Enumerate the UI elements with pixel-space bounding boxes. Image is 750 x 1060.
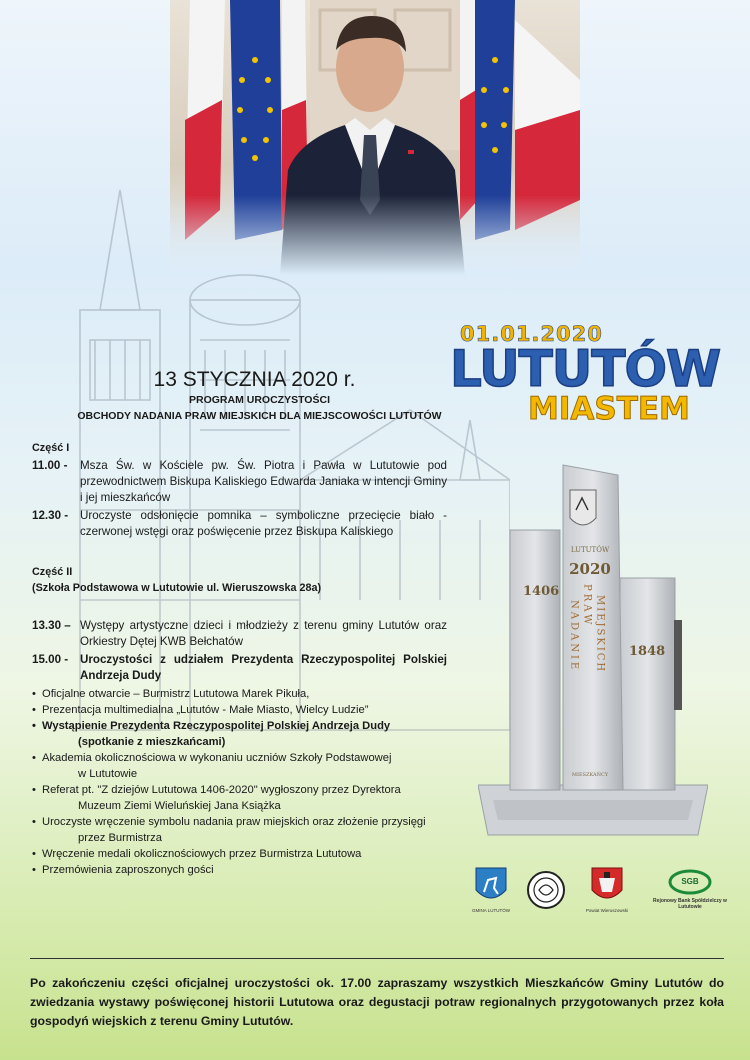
list-item: • Wręczenie medali okolicznościowych przez Burmistrza Lututowa <box>32 846 447 862</box>
list-item: • Referat pt. "Z dziejów Lututowa 1406-2020" wygłoszony przez Dyrektora Muzeum Ziemi Wieluńskiej Jana Książka <box>32 782 447 814</box>
item-text: Występy artystyczne dzieci i młodzieży z terenu gminy Lututów oraz Orkiestry Dętej KWB Bełchatów <box>80 619 447 648</box>
footer-note: Po zakończeniu części oficjalnej uroczystości ok. 17.00 zapraszamy wszystkich Mieszkańców Gminy Lututów do zwiedzania wystawy poświęconej historii Lututowa oraz degustacji potraw regionalnych przygotowanych przez koła gospodyń wiejskich z terenu Gminy Lututów. <box>30 976 724 1028</box>
partner-logos <box>465 866 740 926</box>
item-time: 11.00 - <box>32 459 68 472</box>
list-item: • Wystąpienie Prezydenta Rzeczypospolitej Polskiej Andrzeja Dudy (spotkanie z mieszkańcami) <box>32 718 447 750</box>
item-time: 15.00 - <box>32 653 69 666</box>
list-item: • Akademia okolicznościowa w wykonaniu uczniów Szkoły Podstawowej w Lututowie <box>32 750 447 782</box>
monument-city: LUTUTÓW <box>570 546 610 554</box>
program-subtitle: OBCHODY NADANIA PRAW MIEJSKICH DLA MIEJSCOWOŚCI LUTUTÓW <box>77 410 442 422</box>
gmina-logo: GMINA LUTUTÓW <box>465 866 517 913</box>
monument-vertical-1: NADANIE <box>568 600 580 673</box>
powiat-crest-icon <box>590 866 624 906</box>
monument-vertical-2: PRAW <box>581 584 593 628</box>
program-item <box>32 618 447 650</box>
item-text: Uroczyste odsłonięcie pomnika – symboliczne przecięcie biało -czerwonej wstęgi oraz poświęcenie przez Biskupa Kaliskiego <box>80 509 447 538</box>
monument-right-year: 1848 <box>629 644 666 659</box>
logo-date: 01.01.2020 <box>460 322 603 346</box>
list-item: • Uroczyste wręczenie symbolu nadania praw miejskich oraz złożenie przysięgi przez Burmistrza <box>32 814 447 846</box>
seal-icon <box>526 870 566 910</box>
monument-image <box>478 460 708 860</box>
part2-location: (Szkoła Podstawowa w Lututowie ul. Wieruszowska 28a) <box>32 582 322 594</box>
event-date: 13 STYCZNIA 2020 r. <box>153 368 356 391</box>
item-time: 12.30 - <box>32 509 69 522</box>
logo-city: LUTUTÓW <box>450 340 721 398</box>
anniversary-seal <box>523 870 569 912</box>
part1-label: Część I <box>32 442 70 454</box>
item-time: 13.30 – <box>32 619 71 632</box>
lututow-logo <box>450 322 721 427</box>
program-item <box>32 508 447 540</box>
item-text: Msza Św. w Kościele pw. Św. Piotra i Pawła w Lututowie pod przewodnictwem Biskupa Kaliskiego Edwarda Janiaka w intencji Gminy i jej mieszkańców <box>80 459 447 504</box>
goat-crest-icon <box>474 866 508 906</box>
item-text: Uroczystości z udziałem Prezydenta Rzeczypospolitej Polskiej Andrzeja Dudy <box>80 653 447 682</box>
monument-base-text: MIESZKAŃCY <box>571 772 609 778</box>
program-title: PROGRAM UROCZYSTOŚCI <box>189 394 330 406</box>
list-item: • Przemówienia zaproszonych gości <box>32 862 447 878</box>
bank-logo: SGB Rejonowy Bank Spółdzielczy w Lututowie <box>645 868 735 910</box>
list-item: • Oficjalne otwarcie – Burmistrz Lututowa Marek Pikuła, <box>32 686 447 702</box>
logo-subtitle: MIASTEM <box>528 391 690 427</box>
powiat-logo: Powiat Wieruszowski <box>577 866 637 913</box>
footer-divider <box>30 958 724 959</box>
monument-left-year: 1406 <box>523 584 560 599</box>
program-item <box>32 458 447 506</box>
program-item <box>32 652 447 684</box>
program-bullets <box>32 686 447 878</box>
program <box>32 368 447 878</box>
monument-vertical-3: MIEJSKICH <box>594 595 606 674</box>
list-item: • Prezentacja multimedialna „Lututów - Małe Miasto, Wielcy Ludzie” <box>32 702 447 718</box>
part2-label: Część II <box>32 566 73 578</box>
monument-year: 2020 <box>569 560 611 578</box>
